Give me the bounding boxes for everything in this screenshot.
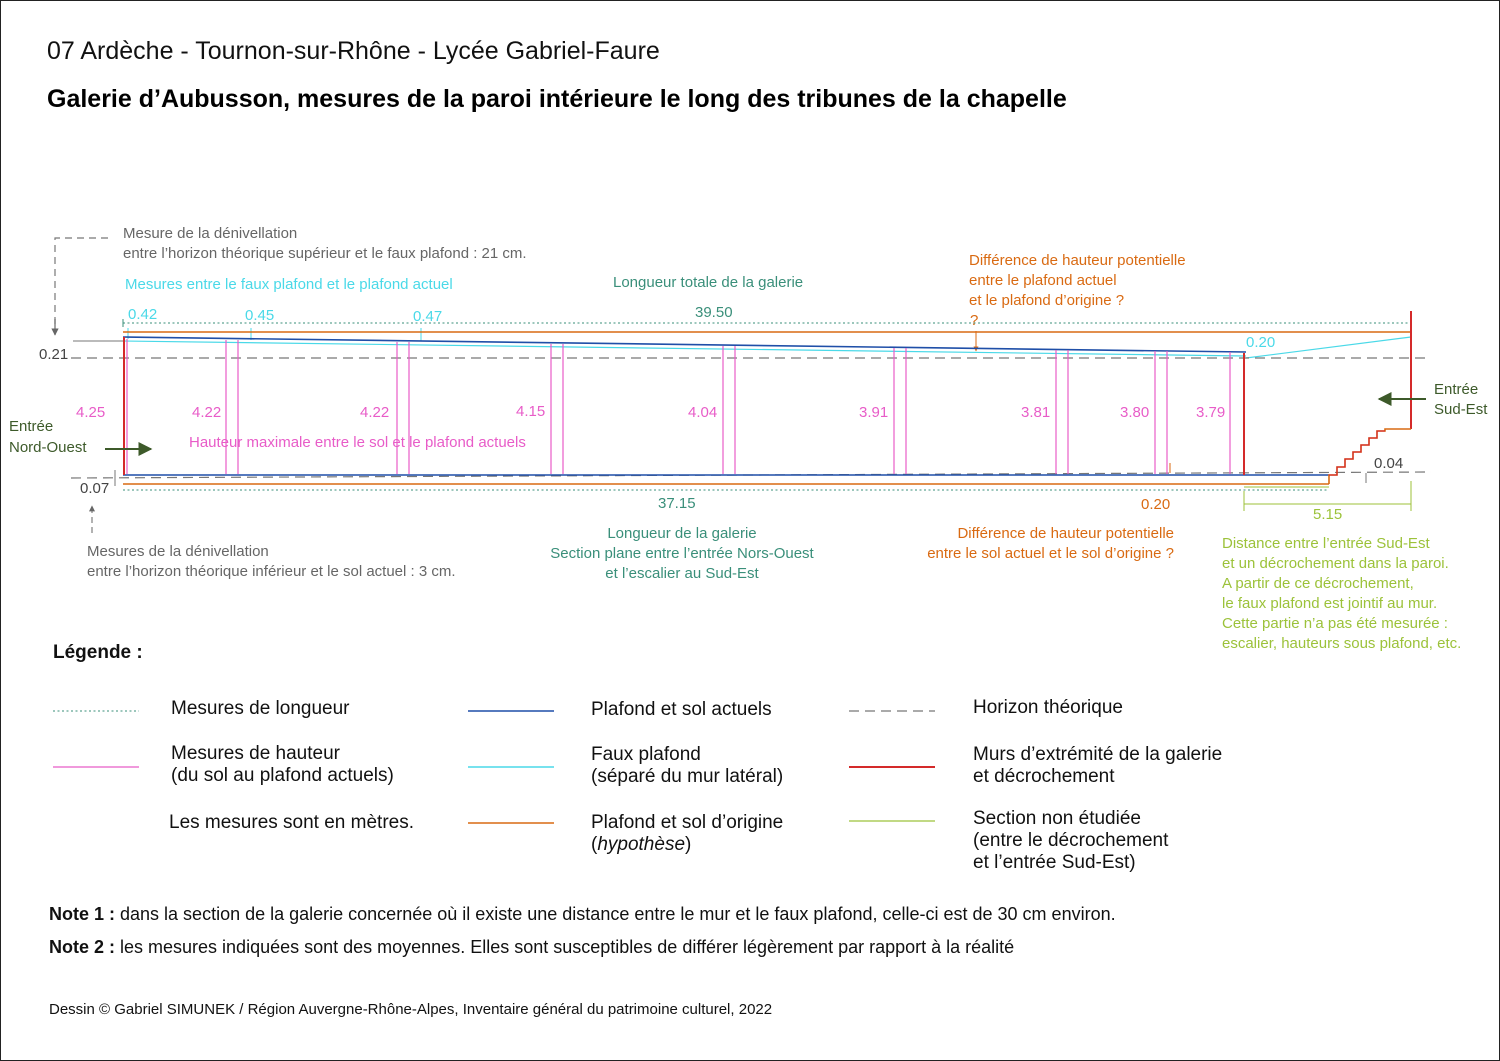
- se-distance-text-2: et un décrochement dans la paroi.: [1222, 555, 1449, 572]
- top-denivel-text-1: Mesure de la dénivellation: [123, 225, 298, 242]
- height-value: 4.22: [192, 404, 222, 421]
- height-measures: [127, 339, 1230, 474]
- faux-plafond-measures-label: Mesures entre le faux plafond et le plafond actuel: [125, 276, 453, 293]
- entry-nw-label-1: Entrée: [9, 418, 54, 435]
- height-value: 3.81: [1021, 404, 1051, 421]
- total-length-label: Longueur totale de la galerie: [613, 274, 804, 291]
- step-denivel-value: 0.04: [1374, 455, 1404, 472]
- gallery-length-text-2: Section plane entre l’entrée Nors-Ouest: [550, 545, 814, 562]
- page-title: Galerie d’Aubusson, mesures de la paroi intérieure le long des tribunes de la chapelle: [47, 85, 1067, 113]
- se-distance-text-3: A partir de ce décrochement,: [1222, 575, 1414, 592]
- top-denivel-bracket: [55, 238, 108, 335]
- se-distance-value: 5.15: [1313, 506, 1343, 523]
- diff-ceiling-question: ?: [970, 312, 979, 329]
- total-length-value: 39.50: [695, 304, 733, 321]
- height-value: 4.25: [76, 404, 106, 421]
- diff-ceiling-text-3: et le plafond d’origine ?: [969, 292, 1125, 309]
- height-value: 4.15: [516, 403, 546, 420]
- page-subtitle: 07 Ardèche - Tournon-sur-Rhône - Lycée Gabriel-Faure: [47, 37, 660, 65]
- bottom-denivel-text-1: Mesures de la dénivellation: [87, 543, 269, 560]
- max-height-label: Hauteur maximale entre le sol et le plafond actuels: [189, 434, 526, 451]
- gallery-length-text-1: Longueur de la galerie: [607, 525, 757, 542]
- legend-units-label: Les mesures sont en mètres.: [169, 812, 414, 833]
- legend-walls-line-2: et décrochement: [973, 766, 1115, 787]
- legend-unstudied-line-3: et l’entrée Sud-Est): [973, 852, 1136, 873]
- legend-title: Légende :: [53, 642, 143, 663]
- legend-walls-line-1: Murs d’extrémité de la galerie: [973, 744, 1223, 765]
- height-value: 4.04: [688, 404, 718, 421]
- gallery-length-value: 37.15: [658, 495, 696, 512]
- legend-horizon-label: Horizon théorique: [973, 697, 1123, 718]
- floor-diff-value: 0.20: [1141, 496, 1171, 513]
- legend-origin-line-1: Plafond et sol d’origine: [591, 812, 784, 833]
- se-distance-text-6: escalier, hauteurs sous plafond, etc.: [1222, 635, 1462, 652]
- legend-false-line-2: (séparé du mur latéral): [591, 766, 784, 787]
- bottom-denivel-text-2: entre l’horizon théorique inférieur et le sol actuel : 3 cm.: [87, 563, 456, 580]
- faux-plafond-gap-1: 0.42: [128, 306, 158, 323]
- legend-actual-label: Plafond et sol actuels: [591, 699, 772, 720]
- entry-se-label-1: Entrée: [1434, 381, 1479, 398]
- top-denivel-text-2: entre l’horizon théorique supérieur et le faux plafond : 21 cm.: [123, 245, 527, 262]
- legend-height-line-1: Mesures de hauteur: [171, 743, 340, 764]
- legend-height-label: [171, 743, 394, 787]
- note-1: Note 1 : dans la section de la galerie concernée où il existe une distance entre le mur et le faux plafond, celle-ci est de 30 cm environ.: [49, 904, 1116, 924]
- diff-ceiling-text-2: entre le plafond actuel: [969, 272, 1117, 289]
- bottom-denivel-value: 0.07: [80, 480, 110, 497]
- faux-plafond-gap-3: 0.47: [413, 308, 443, 325]
- se-distance-text-5: Cette partie n’a pas été mesurée :: [1222, 615, 1448, 632]
- legend-unstudied-line-1: Section non étudiée: [973, 808, 1141, 829]
- legend-walls-label: [973, 744, 1222, 788]
- entry-nw-label-2: Nord-Ouest: [9, 439, 87, 456]
- legend-false-label: [591, 744, 783, 788]
- diff-floor-text-1: Différence de hauteur potentielle: [957, 525, 1174, 542]
- false-ceiling-line: [123, 341, 1246, 356]
- note-2: Note 2 : les mesures indiquées sont des moyennes. Elles sont susceptibles de différer légèrement par rapport à la réalité: [49, 937, 1015, 957]
- entry-se-label-2: Sud-Est: [1434, 401, 1488, 418]
- faux-plafond-gap-end: 0.20: [1246, 334, 1276, 351]
- legend-length-label: Mesures de longueur: [171, 698, 350, 719]
- height-value: 3.80: [1120, 404, 1150, 421]
- se-distance-text-4: le faux plafond est jointif au mur.: [1222, 595, 1438, 612]
- height-value: 3.91: [859, 404, 889, 421]
- se-distance-text-1: Distance entre l’entrée Sud-Est: [1222, 535, 1430, 552]
- gallery-length-text-3: et l’escalier au Sud-Est: [605, 565, 759, 582]
- diff-floor-text-2: entre le sol actuel et le sol d’origine ?: [927, 545, 1174, 562]
- top-denivel-value: 0.21: [39, 346, 69, 363]
- legend-origin-line-2: (hypothèse): [591, 834, 692, 855]
- faux-plafond-gap-2: 0.45: [245, 307, 275, 324]
- diff-ceiling-text-1: Différence de hauteur potentielle: [969, 252, 1186, 269]
- legend-unstudied-line-2: (entre le décrochement: [973, 830, 1169, 851]
- gallery-section-drawing: [1, 1, 1500, 1061]
- legend-origin-label: [591, 812, 783, 856]
- credit-line: Dessin © Gabriel SIMUNEK / Région Auvergne-Rhône-Alpes, Inventaire général du patrimoine culturel, 2022: [49, 1001, 773, 1018]
- actual-ceiling-line: [123, 337, 1246, 352]
- height-value: 3.79: [1196, 404, 1226, 421]
- height-value: 4.22: [360, 404, 390, 421]
- legend-unstudied-label: [973, 808, 1168, 874]
- legend-height-line-2: (du sol au plafond actuels): [171, 765, 394, 786]
- legend-false-line-1: Faux plafond: [591, 744, 701, 765]
